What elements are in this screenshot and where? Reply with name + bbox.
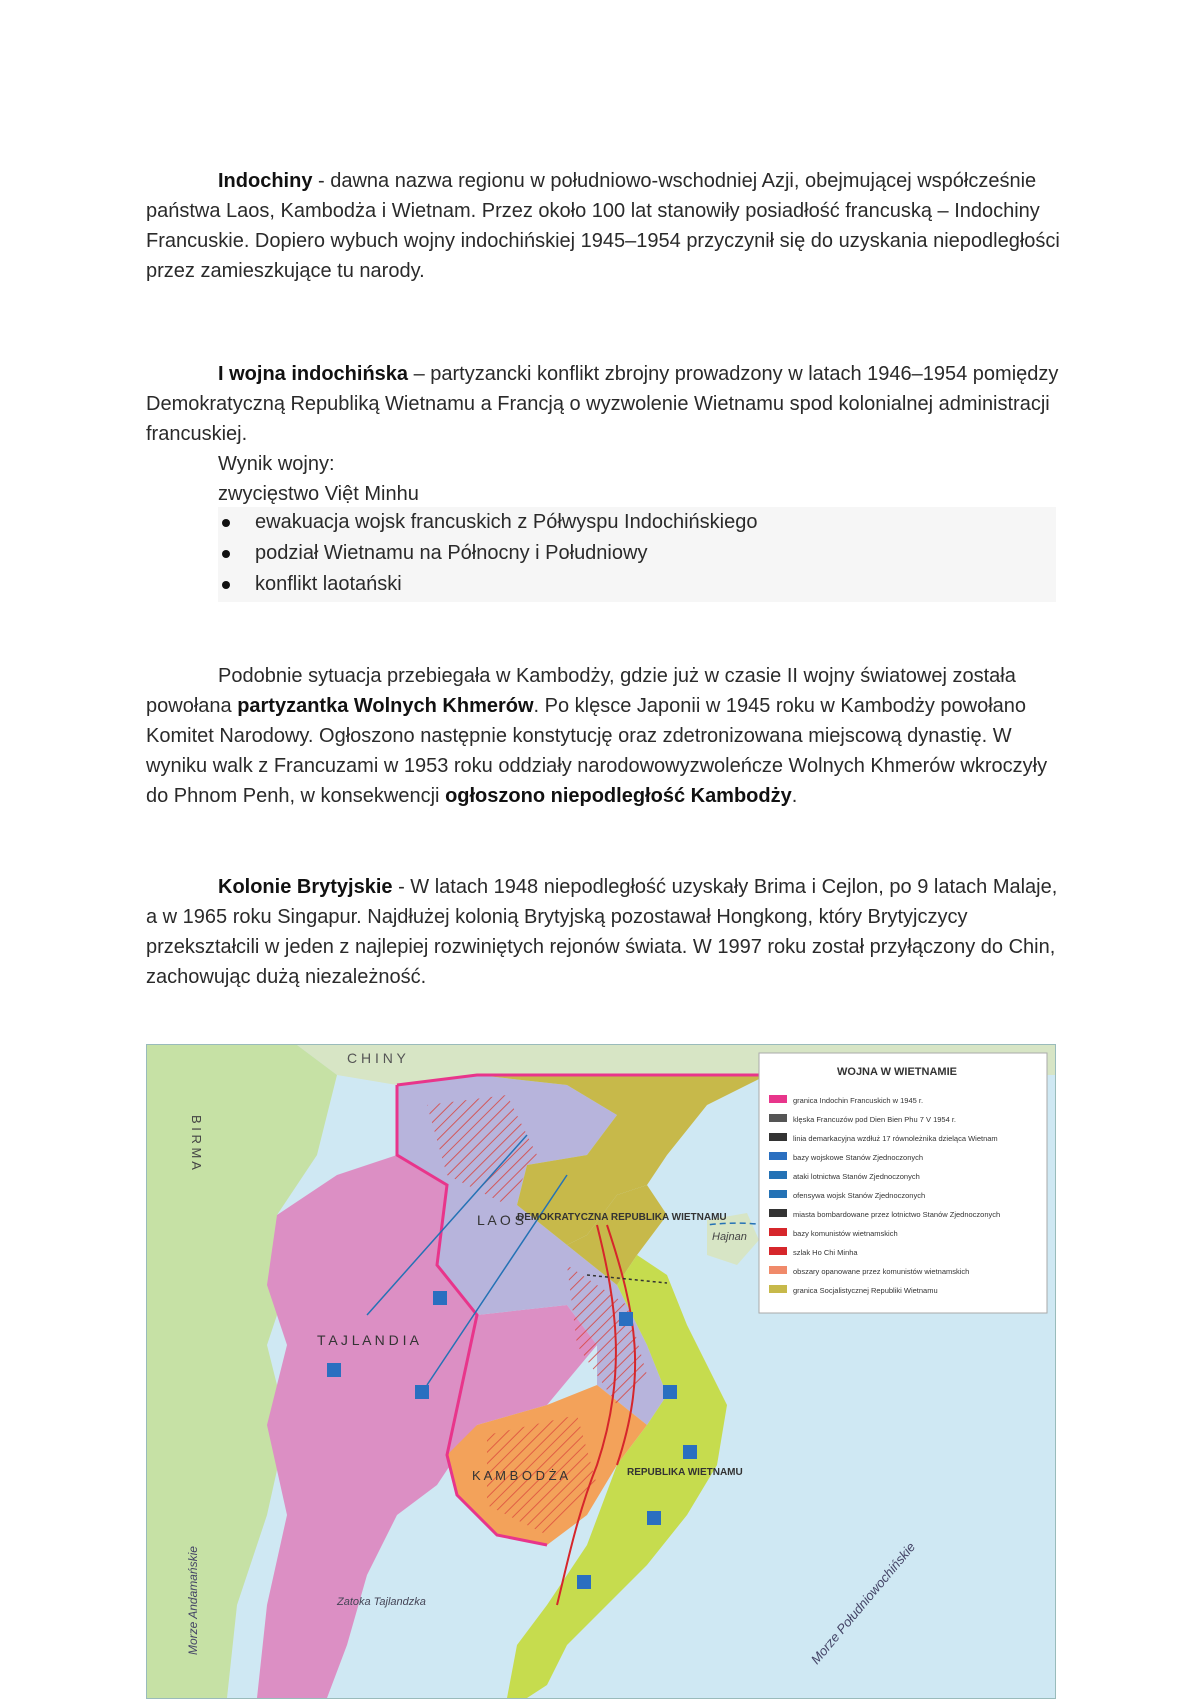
- bullet-icon: [222, 581, 230, 589]
- legend-title: WOJNA W WIETNAMIE: [837, 1066, 957, 1078]
- term-khmer: partyzantka Wolnych Khmerów: [237, 695, 534, 717]
- legend-item-label: ofensywa wojsk Stanów Zjednoczonych: [793, 1191, 926, 1200]
- paragraph-first-war: [146, 359, 1066, 449]
- term-cambodia-independence: ogłoszono niepodległość Kambodży: [445, 785, 792, 807]
- legend-swatch: [769, 1152, 787, 1160]
- label-drv: DEMOKRATYCZNA REPUBLIKA WIETNAMU: [517, 1212, 727, 1223]
- legend-swatch: [769, 1114, 787, 1122]
- label-sea: Morze Południowochińskie: [807, 1539, 919, 1667]
- label-cambodia: K A M B O D Ż A: [472, 1468, 569, 1483]
- legend-swatch: [769, 1095, 787, 1103]
- label-gulf: Zatoka Tajlandzka: [337, 1596, 426, 1608]
- legend-swatch: [769, 1247, 787, 1255]
- label-rv: REPUBLIKA WIETNAMU: [627, 1467, 743, 1478]
- legend-swatch: [769, 1133, 787, 1141]
- legend-item-label: linia demarkacyjna wzdłuż 17 równoleżnika dzieląca Wietnam: [793, 1134, 998, 1143]
- legend-item-label: miasta bombardowane przez lotnictwo Stanów Zjednoczonych: [793, 1210, 1001, 1219]
- legend-swatch: [769, 1171, 787, 1179]
- legend-swatch: [769, 1190, 787, 1198]
- paragraph-cambodia: Podobnie sytuacja przebiegała w Kambodży, gdzie już w czasie II wojny światowej została powołana partyzantka Wolnych Khmerów. Po klęsce Japonii w 1945 roku w Kambodży powołano Komitet Narodowy. Ogłoszono następnie konstytucję oraz zdetronizowana miejscową dynastię. W wyniku walk z Francuzami w 1953 roku oddziały narodowowyzwoleńcze Wolnych Khmerów wkroczyły do Phnom Penh, w konsekwencji ogłoszono niepodległość Kambodży.: [146, 665, 1048, 807]
- label-laos: L A O S: [477, 1212, 524, 1228]
- war-result-first: zwycięstwo Việt Minhu: [218, 483, 419, 505]
- legend-item-label: granica Indochin Francuskich w 1945 r.: [793, 1096, 924, 1105]
- legend-item-label: obszary opanowane przez komunistów wietnamskich: [793, 1267, 970, 1276]
- paragraph-indochiny-text: - dawna nazwa regionu w południowo-wschodniej Azji, obejmującej współcześnie państwa Laos, Kambodża i Wietnam. Przez około 100 lat stanowiły posiadłość francuską – Indochiny Francuskie. Dopiero wybuch wojny indochińskiej 1945–1954 przyczynił się do uzyskania niepodległości przez zamieszkujące tu narody.: [146, 170, 1060, 282]
- legend-item-label: ataki lotnictwa Stanów Zjednoczonych: [793, 1172, 920, 1181]
- list-item: ewakuacja wojsk francuskich z Półwyspu Indochińskiego: [218, 507, 1056, 538]
- legend-item-label: klęska Francuzów pod Dien Bien Phu 7 V 1954 r.: [793, 1115, 957, 1124]
- label-burma: B I R M A: [189, 1115, 204, 1170]
- legend-item-label: bazy wojskowe Stanów Zjednoczonych: [793, 1153, 924, 1162]
- vietnam-war-map: [146, 1044, 1056, 1699]
- war-result-list: [218, 507, 1056, 602]
- bullet-icon: [222, 550, 230, 558]
- label-andaman: Morze Andamańskie: [186, 1546, 200, 1655]
- paragraph-indochiny: [146, 166, 1066, 286]
- legend-swatch: [769, 1285, 787, 1293]
- list-item: konflikt laotański: [218, 569, 1056, 600]
- paragraph-first-war-text: – partyzancki konflikt zbrojny prowadzony w latach 1946–1954 pomiędzy Demokratyczną Republiką Wietnamu a Francją o wyzwolenie Wietnamu spod kolonialnej administracji francuskiej.: [146, 363, 1059, 445]
- legend-item-label: bazy komunistów wietnamskich: [793, 1229, 898, 1238]
- legend-item-label: granica Socjalistycznej Republiki Wietnamu: [793, 1286, 938, 1295]
- legend-swatch: [769, 1266, 787, 1274]
- legend-swatch: [769, 1209, 787, 1217]
- term-indochiny: Indochiny: [218, 170, 313, 192]
- label-thailand: T A J L A N D I A: [317, 1332, 419, 1348]
- bullet-icon: [222, 519, 230, 527]
- war-result-label: Wynik wojny:: [218, 453, 335, 475]
- term-british: Kolonie Brytyjskie: [218, 876, 393, 898]
- map-graphic: [147, 1045, 1055, 1698]
- legend-item-label: szlak Ho Chi Minha: [793, 1248, 858, 1257]
- label-hainan: Hajnan: [712, 1231, 747, 1243]
- legend-swatch: [769, 1228, 787, 1236]
- label-china: C H I N Y: [347, 1050, 406, 1066]
- term-first-war: I wojna indochińska: [218, 363, 409, 385]
- list-item: podział Wietnamu na Północny i Południowy: [218, 538, 1056, 569]
- paragraph-british-text: - W latach 1948 niepodległość uzyskały Brima i Cejlon, po 9 latach Malaje, a w 1965 roku Singapur. Najdłużej kolonią Brytyjską pozostawał Hongkong, który Brytyjczycy przekształcili w jeden z najlepiej rozwiniętych rejonów świata. W 1997 roku został przyłączony do Chin, zachowując dużą niezależność.: [146, 876, 1058, 988]
- paragraph-british: [146, 872, 1066, 992]
